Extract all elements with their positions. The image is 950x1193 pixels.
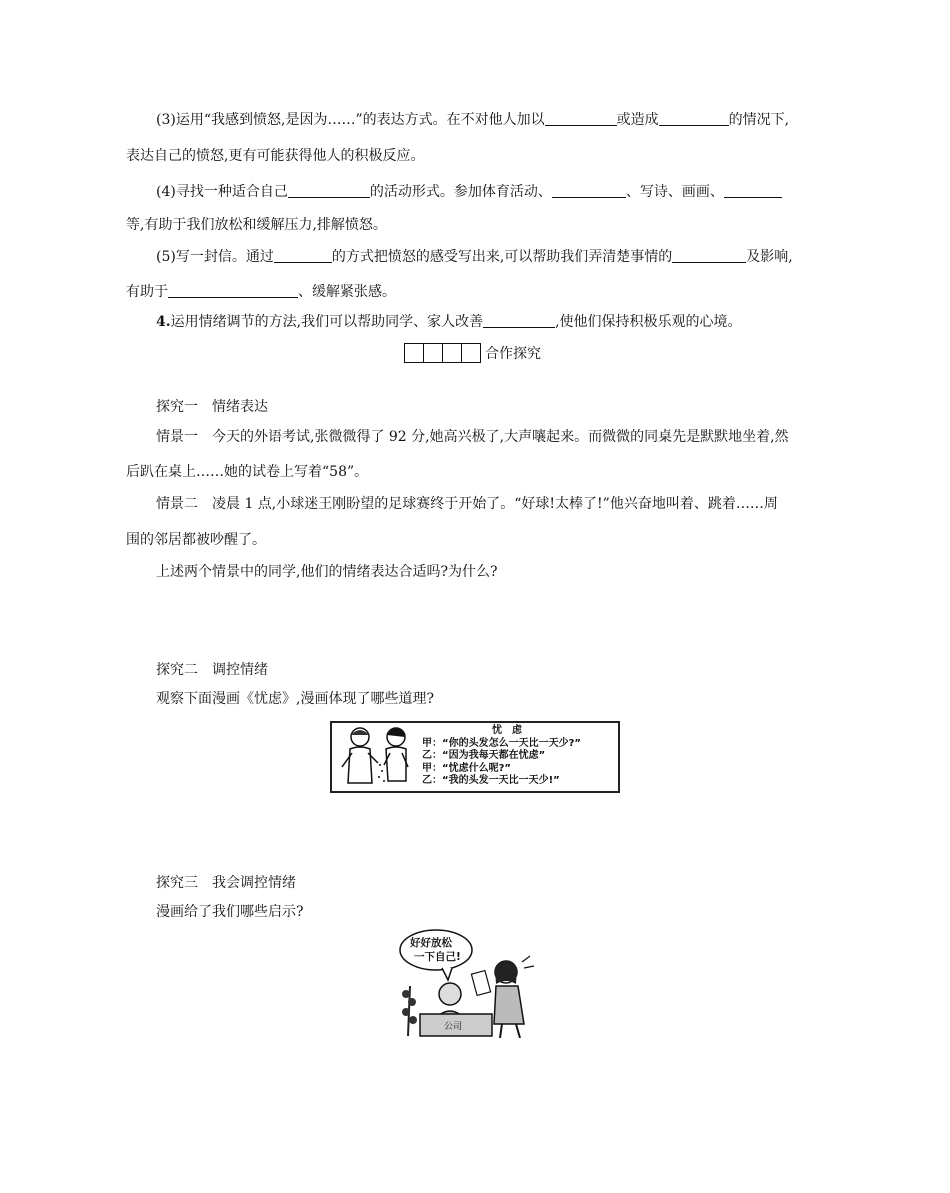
item4-line1 xyxy=(156,182,782,202)
item5-line1 xyxy=(156,247,793,267)
comic-dialogue xyxy=(422,725,581,788)
question-4-text-b: ,使他们保持积极乐观的心境。 xyxy=(555,314,742,330)
section-boxes xyxy=(404,343,481,363)
item5-blank-1[interactable] xyxy=(274,248,332,263)
section-title: 合作探究 xyxy=(485,346,541,362)
question-4 xyxy=(156,312,742,332)
item5-text-d: 有助于 xyxy=(126,284,168,300)
scene1-line2: 后趴在桌上……她的试卷上写着“58”。 xyxy=(126,464,369,480)
item5-line2 xyxy=(126,282,396,302)
item5-text-b: 的方式把愤怒的感受写出来,可以帮助我们弄清楚事情的 xyxy=(331,249,673,265)
bubble-line2: 一下自己! xyxy=(414,951,461,963)
comic-line: 乙：“因为我每天都在忧虑” xyxy=(422,750,546,761)
item3-line2: 表达自己的愤怒,更有可能获得他人的积极反应。 xyxy=(126,148,425,164)
comic-figures-illustration xyxy=(334,723,424,791)
question-number: 4. xyxy=(156,314,171,330)
item4-text-b: 的活动形式。参加体育活动、 xyxy=(369,184,552,200)
item4-text-c: 、写诗、画画、 xyxy=(625,184,724,200)
explore3-question: 漫画给了我们哪些启示? xyxy=(156,904,304,920)
worry-comic xyxy=(330,721,620,793)
item3-line1 xyxy=(156,110,789,130)
comic-line: 甲：“忧虑什么呢?” xyxy=(422,762,511,774)
item3-text-b: 或造成 xyxy=(616,112,659,128)
comic-line: 乙：“我的头发一天比一天少!” xyxy=(422,775,560,786)
bubble-line1: 好好放松 xyxy=(410,937,452,949)
item3-text-c: 的情况下, xyxy=(728,112,790,128)
item3-text-a: (3)运用“我感到愤怒,是因为……”的表达方式。在不对他人加以 xyxy=(156,112,545,128)
scene2-line1: 情景二 凌晨 1 点,小球迷王刚盼望的足球赛终于开始了。“好球!太棒了!”他兴奋地叫着、跳着……周 xyxy=(156,496,778,512)
item5-text-a: (5)写一封信。通过 xyxy=(156,249,274,265)
section-header xyxy=(404,342,541,364)
question-4-blank[interactable] xyxy=(483,313,555,328)
explore2-heading: 探究二 调控情绪 xyxy=(156,662,268,678)
explore2-question: 观察下面漫画《忧虑》,漫画体现了哪些道理? xyxy=(156,691,434,707)
scene1-line1: 情景一 今天的外语考试,张微微得了 92 分,她高兴极了,大声嚷起来。而微微的同桌先是默默地坐着,然 xyxy=(156,429,789,445)
item4-line2: 等,有助于我们放松和缓解压力,排解愤怒。 xyxy=(126,217,387,233)
comic-line: 甲：“你的头发怎么一天比一天少?” xyxy=(422,737,581,749)
explore1-heading: 探究一 情绪表达 xyxy=(156,399,268,415)
desk-label: 公司 xyxy=(444,1022,463,1032)
comic-title: 忧 虑 xyxy=(492,725,522,736)
item4-text-a: (4)寻找一种适合自己 xyxy=(156,184,288,200)
item4-blank-2[interactable] xyxy=(552,183,626,198)
item5-blank-3[interactable] xyxy=(168,283,298,298)
scene2-line2: 围的邻居都被吵醒了。 xyxy=(126,532,266,548)
explore1-question: 上述两个情景中的同学,他们的情绪表达合适吗?为什么? xyxy=(156,564,498,580)
item5-blank-2[interactable] xyxy=(672,248,746,263)
explore3-heading: 探究三 我会调控情绪 xyxy=(156,875,296,891)
item3-blank-2[interactable] xyxy=(659,111,729,126)
item3-blank-1[interactable] xyxy=(545,111,617,126)
question-4-text-a: 运用情绪调节的方法,我们可以帮助同学、家人改善 xyxy=(170,314,484,330)
item5-text-e: 、缓解紧张感。 xyxy=(298,284,396,300)
item4-blank-1[interactable] xyxy=(288,183,370,198)
item4-blank-3[interactable] xyxy=(724,183,782,198)
item5-text-c: 及影响, xyxy=(746,249,793,265)
relax-comic xyxy=(398,928,548,1038)
